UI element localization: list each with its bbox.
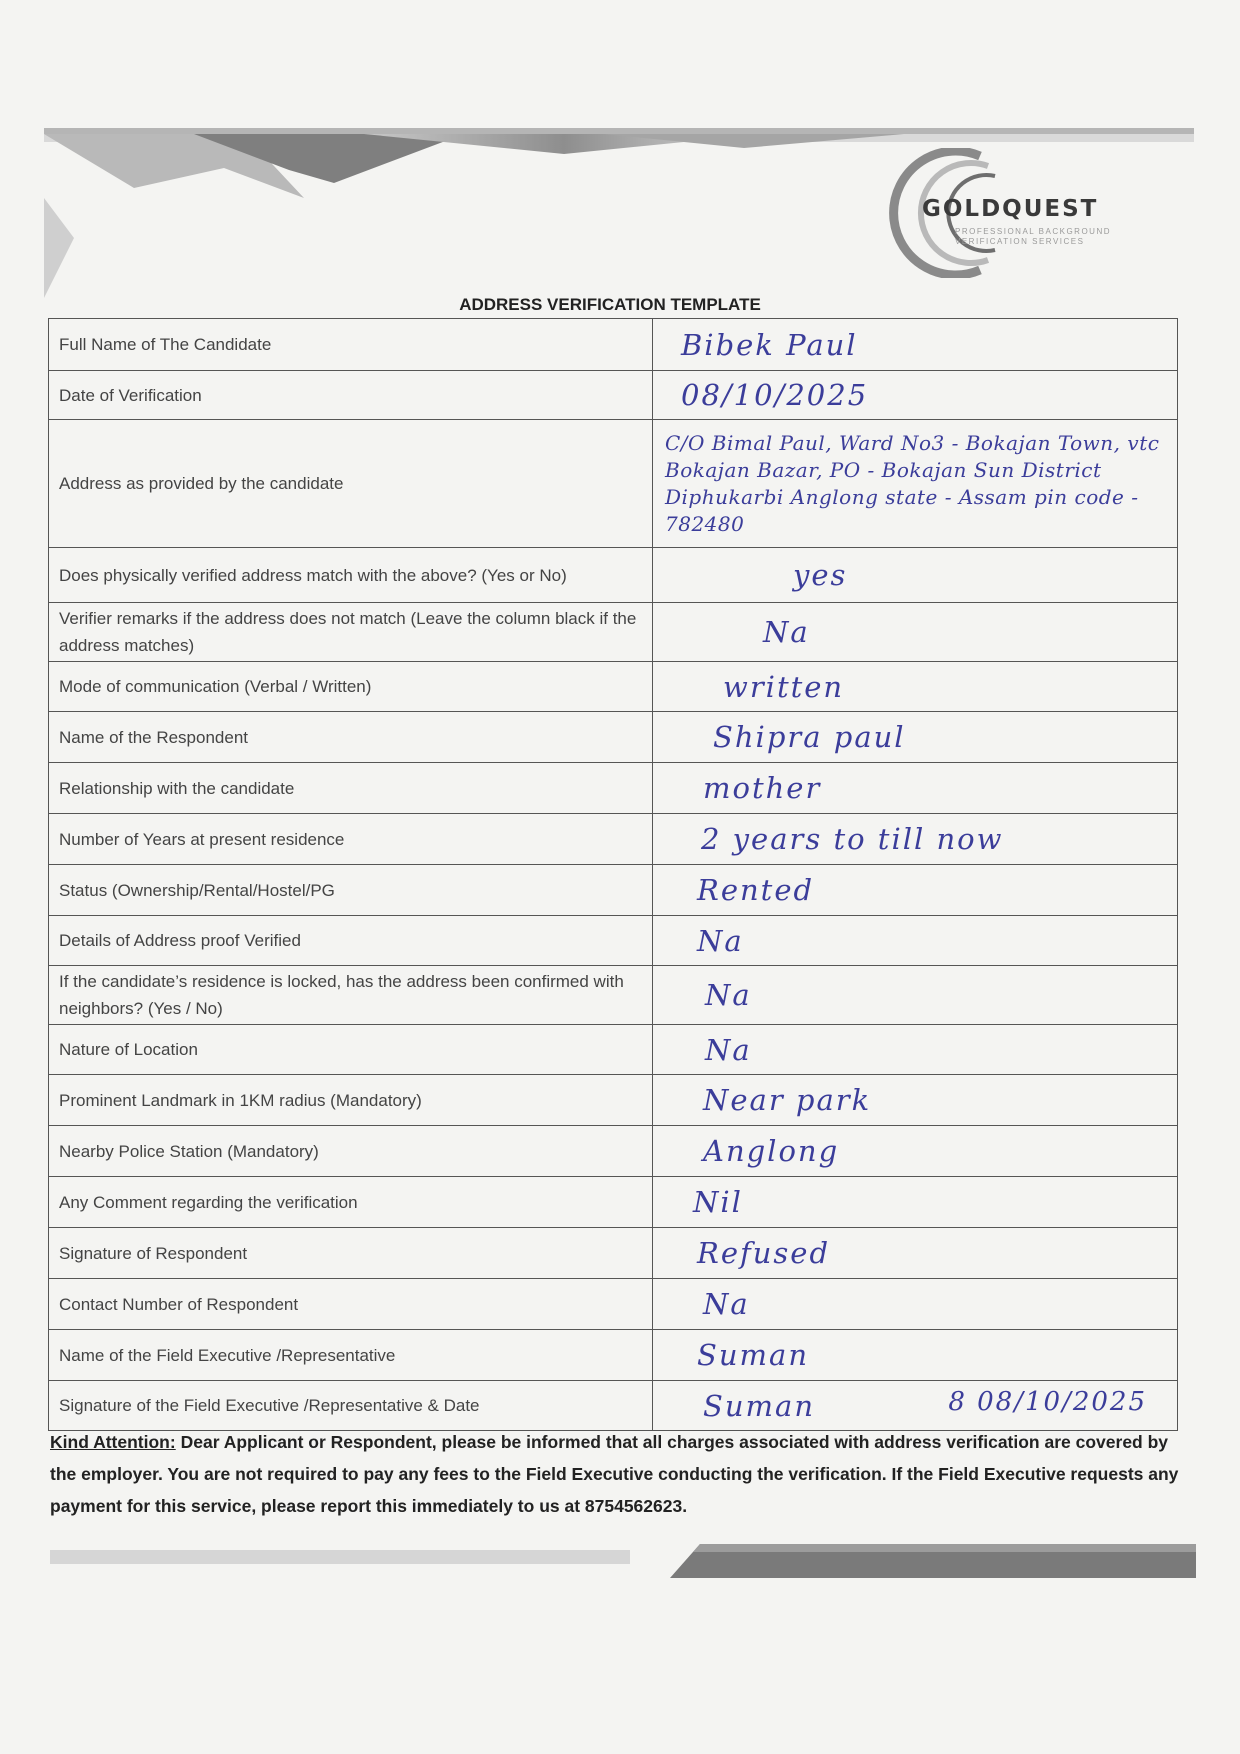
- table-row: [49, 1126, 1178, 1177]
- table-row: [49, 371, 1178, 420]
- field-label: Nature of Location: [49, 1025, 653, 1075]
- table-row: [49, 865, 1178, 916]
- table-row: [49, 1177, 1178, 1228]
- field-value-comment: Nil: [653, 1177, 1178, 1228]
- field-label: If the candidate’s residence is locked, has the address been confirmed with neighbors? (Yes / No): [49, 966, 653, 1025]
- field-label: Full Name of The Candidate: [49, 319, 653, 371]
- field-label: Mode of communication (Verbal / Written): [49, 662, 653, 712]
- table-row: [49, 1381, 1178, 1431]
- table-row: [49, 1228, 1178, 1279]
- table-row: [49, 1075, 1178, 1126]
- field-label: Signature of the Field Executive /Representative & Date: [49, 1381, 653, 1431]
- field-value-residence-status: Rented: [653, 865, 1178, 916]
- logo-name: GOLDQUEST: [922, 196, 1099, 222]
- table-row: [49, 1330, 1178, 1381]
- field-value-address: C/O Bimal Paul, Ward No3 - Bokajan Town, vtc Bokajan Bazar, PO - Bokajan Sun District Diphukarbi Anglong state - Assam pin code - 782480: [653, 420, 1178, 548]
- field-value-relationship: mother: [653, 763, 1178, 814]
- table-row: [49, 1025, 1178, 1075]
- field-label: Date of Verification: [49, 371, 653, 420]
- field-value-landmark: Near park: [653, 1075, 1178, 1126]
- table-row: [49, 763, 1178, 814]
- footer-decoration: [50, 1538, 1196, 1588]
- field-value-address-proof: Na: [653, 916, 1178, 966]
- field-label: Nearby Police Station (Mandatory): [49, 1126, 653, 1177]
- document-title: ADDRESS VERIFICATION TEMPLATE: [459, 295, 761, 314]
- table-row: [49, 966, 1178, 1025]
- notice-text: Dear Applicant or Respondent, please be informed that all charges associated with address verification are covered by the employer. You are not required to pay any fees to the Field Executive conducting the verification. If the Field Executive requests any payment for this service, please report this immediately to us at 8754562623.: [50, 1432, 1179, 1516]
- table-row: [49, 319, 1178, 371]
- field-value-respondent-signature: Refused: [653, 1228, 1178, 1279]
- field-value-address-match: yes: [653, 548, 1178, 603]
- table-row: [49, 712, 1178, 763]
- notice-heading: Kind Attention:: [50, 1432, 176, 1452]
- field-label: Status (Ownership/Rental/Hostel/PG: [49, 865, 653, 916]
- verification-form-table: [48, 318, 1178, 1431]
- field-value-candidate-name: Bibek Paul: [653, 319, 1178, 371]
- field-label: Signature of Respondent: [49, 1228, 653, 1279]
- field-value-respondent-name: Shipra paul: [653, 712, 1178, 763]
- table-row: [49, 916, 1178, 966]
- logo-tagline: PROFESSIONAL BACKGROUND VERIFICATION SERVICES: [955, 227, 1112, 246]
- table-row: [49, 662, 1178, 712]
- field-value-neighbor-confirmation: Na: [653, 966, 1178, 1025]
- field-label: Contact Number of Respondent: [49, 1279, 653, 1330]
- field-value-verification-date: 08/10/2025: [653, 371, 1178, 420]
- field-label: Prominent Landmark in 1KM radius (Mandatory): [49, 1075, 653, 1126]
- field-label: Details of Address proof Verified: [49, 916, 653, 966]
- field-label: Verifier remarks if the address does not match (Leave the column black if the address matches): [49, 603, 653, 662]
- field-value-executive-name: Suman: [653, 1330, 1178, 1381]
- field-label: Address as provided by the candidate: [49, 420, 653, 548]
- field-value-contact-number: Na: [653, 1279, 1178, 1330]
- field-label: Number of Years at present residence: [49, 814, 653, 865]
- field-value-executive-signature-cell: [653, 1381, 1178, 1431]
- kind-attention-notice: [50, 1426, 1180, 1522]
- field-value-verifier-remarks: Na: [653, 603, 1178, 662]
- field-label: Any Comment regarding the verification: [49, 1177, 653, 1228]
- executive-signature: Suman: [703, 1388, 816, 1423]
- field-value-years-at-residence: 2 years to till now: [653, 814, 1178, 865]
- table-row: [49, 814, 1178, 865]
- table-row: [49, 420, 1178, 548]
- table-row: [49, 1279, 1178, 1330]
- field-value-communication-mode: written: [653, 662, 1178, 712]
- table-row: [49, 548, 1178, 603]
- field-label: Does physically verified address match with the above? (Yes or No): [49, 548, 653, 603]
- field-value-location-nature: Na: [653, 1025, 1178, 1075]
- field-label: Relationship with the candidate: [49, 763, 653, 814]
- signature-date: 8 08/10/2025: [948, 1387, 1147, 1417]
- field-label: Name of the Field Executive /Representative: [49, 1330, 653, 1381]
- field-label: Name of the Respondent: [49, 712, 653, 763]
- field-value-police-station: Anglong: [653, 1126, 1178, 1177]
- table-row: [49, 603, 1178, 662]
